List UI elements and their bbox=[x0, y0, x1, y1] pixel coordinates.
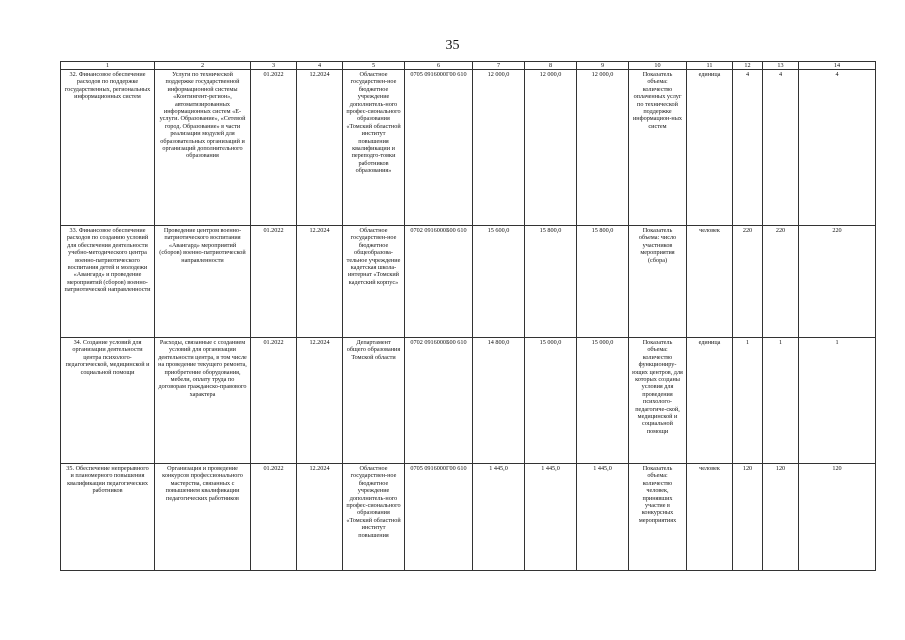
value-2022-cell: 120 bbox=[733, 464, 763, 571]
amount-2024-cell: 15 000,0 bbox=[577, 338, 629, 464]
column-header: 12 bbox=[733, 62, 763, 70]
budget-code-cell: 0705 0916000Г00 610 bbox=[405, 464, 473, 571]
column-header: 1 bbox=[61, 62, 155, 70]
column-header: 3 bbox=[251, 62, 297, 70]
amount-2024-cell: 12 000,0 bbox=[577, 70, 629, 226]
indicator-cell: Показатель объема: количество оплаченных услуг по технической поддержке информацион-ных систем bbox=[629, 70, 687, 226]
amount-2022-cell: 14 800,0 bbox=[473, 338, 525, 464]
column-header: 6 bbox=[405, 62, 473, 70]
budget-code-cell: 0702 0916000Б00 610 bbox=[405, 226, 473, 338]
column-header: 14 bbox=[799, 62, 876, 70]
unit-cell: человек bbox=[687, 226, 733, 338]
value-2024-cell: 220 bbox=[799, 226, 876, 338]
amount-2022-cell: 12 000,0 bbox=[473, 70, 525, 226]
column-header: 8 bbox=[525, 62, 577, 70]
column-header: 5 bbox=[343, 62, 405, 70]
unit-cell: единица bbox=[687, 338, 733, 464]
indicator-cell: Показатель объема: число участников мероприятия (сбора) bbox=[629, 226, 687, 338]
unit-cell: единица bbox=[687, 70, 733, 226]
value-2023-cell: 120 bbox=[763, 464, 799, 571]
activity-description-cell: Услуги по технической поддержке государственной информационной системы «Контингент-регион», автоматизированных информационных систем «Е-услуги. Образование», «Сетевой город. Образование» в части реализации модулей для образовательных организаций и организаций дополнительного образования bbox=[155, 70, 251, 226]
column-header: 2 bbox=[155, 62, 251, 70]
amount-2022-cell: 15 600,0 bbox=[473, 226, 525, 338]
executor-cell: Областное государствен-ное бюджетное общеобразова-тельное учреждение кадетская школа-интернат «Томский кадетский корпус» bbox=[343, 226, 405, 338]
executor-cell: Департамент общего образования Томской области bbox=[343, 338, 405, 464]
table-row bbox=[61, 70, 876, 226]
value-2022-cell: 4 bbox=[733, 70, 763, 226]
value-2024-cell: 1 bbox=[799, 338, 876, 464]
column-header: 11 bbox=[687, 62, 733, 70]
activity-description-cell: Расходы, связанные с созданием условий для организации деятельности центра, в том числе на проведение текущего ремонта, приобретение оборудования, мебели, оплату труда по договорам гражданско-правового характера bbox=[155, 338, 251, 464]
table-row bbox=[61, 464, 876, 571]
value-2022-cell: 220 bbox=[733, 226, 763, 338]
column-header: 7 bbox=[473, 62, 525, 70]
column-header: 10 bbox=[629, 62, 687, 70]
activity-name-cell: 33. Финансовое обеспечение расходов по созданию условий для обеспечения деятельности учебно-методического центра военно-патриотического воспитания детей и молодежи «Авангард» и проведение мероприятий (сборов) военно-патриотической направленности bbox=[61, 226, 155, 338]
value-2022-cell: 1 bbox=[733, 338, 763, 464]
activity-name-cell: 34. Создание условий для организации деятельности центра психолого-педагогической, медицинской и социальной помощи bbox=[61, 338, 155, 464]
start-date-cell: 01.2022 bbox=[251, 70, 297, 226]
executor-cell: Областное государствен-ное бюджетное учреждение дополнитель-ного профес-сионального образования «Томский областной институт повышения квалификации и переподго-товки работников образования» bbox=[343, 70, 405, 226]
end-date-cell: 12.2024 bbox=[297, 338, 343, 464]
end-date-cell: 12.2024 bbox=[297, 70, 343, 226]
table-row bbox=[61, 338, 876, 464]
budget-code-cell: 0705 0916000Г00 610 bbox=[405, 70, 473, 226]
end-date-cell: 12.2024 bbox=[297, 226, 343, 338]
end-date-cell: 12.2024 bbox=[297, 464, 343, 571]
activity-description-cell: Проведение центром военно-патриотического воспитания «Авангард» мероприятий (сборов) военно-патриотической направленности bbox=[155, 226, 251, 338]
activity-name-cell: 35. Обеспечение непрерывного и планомерного повышения квалификации педагогических работников bbox=[61, 464, 155, 571]
column-number-row bbox=[61, 62, 876, 70]
amount-2023-cell: 12 000,0 bbox=[525, 70, 577, 226]
value-2023-cell: 4 bbox=[763, 70, 799, 226]
column-header: 4 bbox=[297, 62, 343, 70]
budget-code-cell: 0702 0916000Б00 610 bbox=[405, 338, 473, 464]
program-activities-table bbox=[60, 61, 876, 571]
amount-2023-cell: 15 800,0 bbox=[525, 226, 577, 338]
unit-cell: человек bbox=[687, 464, 733, 571]
value-2024-cell: 4 bbox=[799, 70, 876, 226]
start-date-cell: 01.2022 bbox=[251, 226, 297, 338]
amount-2024-cell: 1 445,0 bbox=[577, 464, 629, 571]
indicator-cell: Показатель объема: количество функциониру-ющих центров, для которых созданы условия для проведения психолого-педагогиче-ской, медицинской и социальной помощи bbox=[629, 338, 687, 464]
column-header: 13 bbox=[763, 62, 799, 70]
value-2023-cell: 220 bbox=[763, 226, 799, 338]
start-date-cell: 01.2022 bbox=[251, 464, 297, 571]
amount-2022-cell: 1 445,0 bbox=[473, 464, 525, 571]
start-date-cell: 01.2022 bbox=[251, 338, 297, 464]
activity-description-cell: Организация и проведение конкурсов профессионального мастерства, связанных с повышением квалификации педагогических работников bbox=[155, 464, 251, 571]
value-2024-cell: 120 bbox=[799, 464, 876, 571]
value-2023-cell: 1 bbox=[763, 338, 799, 464]
column-header: 9 bbox=[577, 62, 629, 70]
page-number: 35 bbox=[445, 38, 460, 53]
amount-2024-cell: 15 800,0 bbox=[577, 226, 629, 338]
amount-2023-cell: 15 000,0 bbox=[525, 338, 577, 464]
executor-cell: Областное государствен-ное бюджетное учреждение дополнитель-ного профес-сионального образования «Томский областной институт повышения bbox=[343, 464, 405, 571]
table-row bbox=[61, 226, 876, 338]
indicator-cell: Показатель объема: количество человек, принявших участие в конкурсных мероприятиях bbox=[629, 464, 687, 571]
activity-name-cell: 32. Финансовое обеспечение расходов по поддержке государственных, региональных информационных систем bbox=[61, 70, 155, 226]
amount-2023-cell: 1 445,0 bbox=[525, 464, 577, 571]
